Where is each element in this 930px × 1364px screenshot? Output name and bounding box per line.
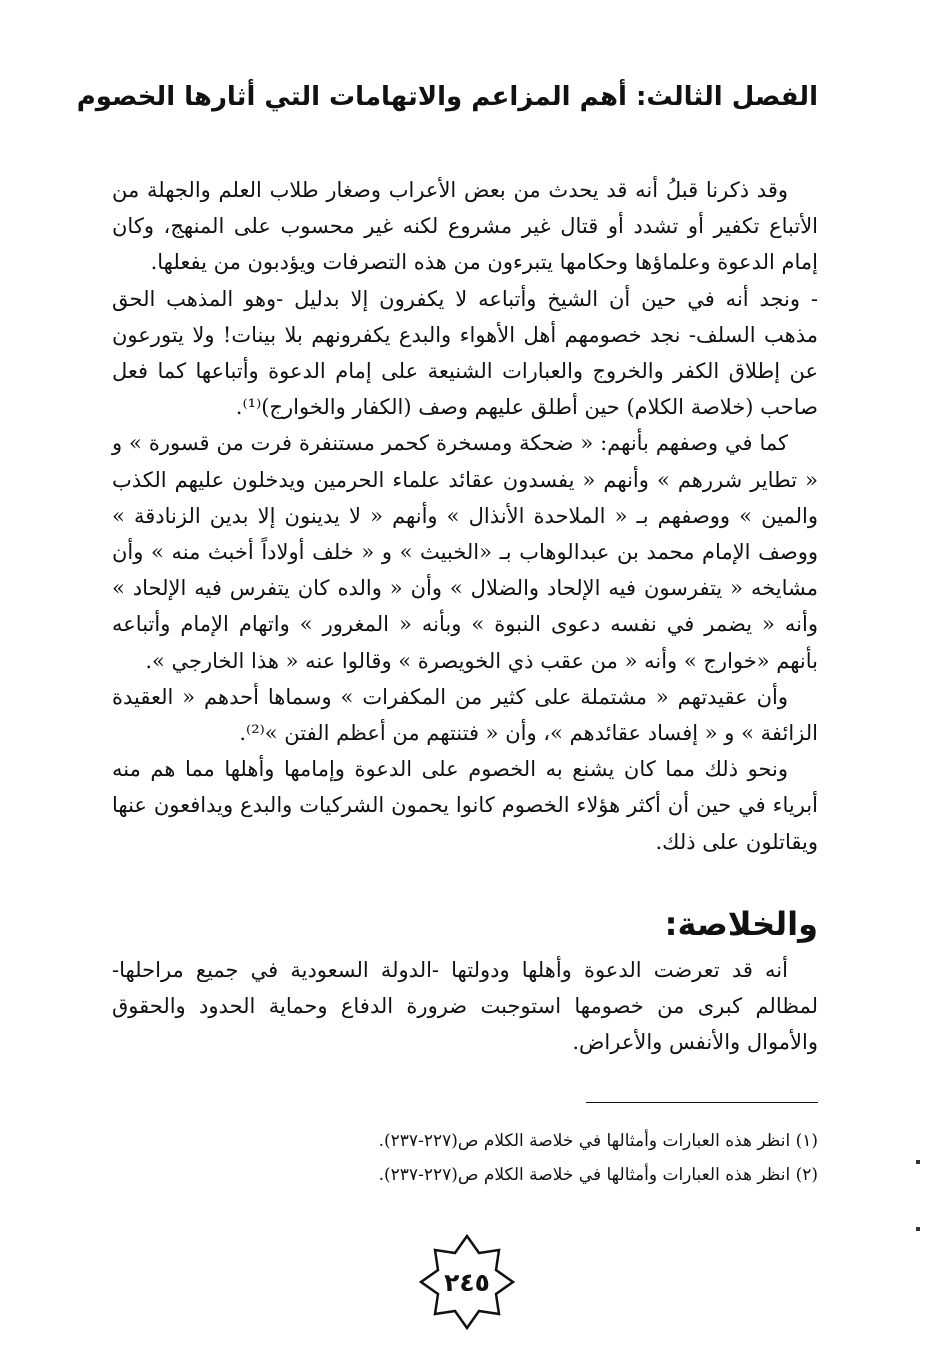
paragraph-3: كما في وصفهم بأنهم: « ضحكة ومسخرة كحمر مستنفرة فرت من قسورة » و « تطاير شررهم » وأنهم « يفسدون عقائد علماء الحرمين ويدخلون عليهم الكذب والمين » ووصفهم بـ « الملاحدة الأنذال » وأنهم « لا يدينون إلا بدين الزنادقة » ووصف الإمام محمد بن عبدالوهاب بـ «الخبيث » و « خلف أولاداً أخبث منه » وأن مشايخه « يتفرسون فيه الإلحاد والضلال » وأن « والده كان يتفرس فيه الإلحاد » وأنه « يضمر في نفسه دعوى النبوة » وبأنه « المغرور » واتهام الإمام وأتباعه بأنهم «خوارج » وأنه « من عقب ذي الخويصرة » وقالوا عنه « هذا الخارجي ». xyxy=(112,431,818,673)
summary-paragraph xyxy=(112,952,818,1060)
paragraph-2: - ونجد أنه في حين أن الشيخ وأتباعه لا يكفرون إلا بدليل -وهو المذهب الحق مذهب السلف- نجد خصومهم أهل الأهواء والبدع يكفرونهم بلا بينات! ولا يتورعون عن إطلاق الكفر والخروج والعبارات الشنيعة على إمام الدعوة وأتباعها كما فعل صاحب (خلاصة الكلام) حين أطلق عليهم وصف (الكفار والخوارج)⁽¹⁾. xyxy=(112,286,818,420)
paragraph-1: وقد ذكرنا قبلُ أنه قد يحدث من بعض الأعراب وصغار طلاب العلم والجهلة من الأتباع تكفير أو تشدد أو قتال غير مشروع لكنه غير محسوب على المنهج، وكان إمام الدعوة وعلماؤها وحكامها يتبرءون من هذه التصرفات ويؤدبون من يفعلها. xyxy=(112,178,818,275)
paragraph-4: وأن عقيدتهم « مشتملة على كثير من المكفرات » وسماها أحدهم « العقيدة الزائفة » و « إفساد عقائدهم »، وأن « فتنتهم من أعظم الفتن »⁽²⁾. xyxy=(112,684,818,746)
footnote-1: (١) انظر هذه العبارات وأمثالها في خلاصة الكلام ص(٢٢٧-٢٣٧). xyxy=(378,1131,818,1151)
paragraph-5: ونحو ذلك مما كان يشنع به الخصوم على الدعوة وإمامها وأهلها مما هم منه أبرياء في حين أن أكثر هؤلاء الخصوم كانوا يحمون الشركيات والبدع ويدافعون عنها ويقاتلون على ذلك. xyxy=(112,757,818,854)
footnote-separator xyxy=(586,1102,818,1103)
footnote-2: (٢) انظر هذه العبارات وأمثالها في خلاصة الكلام ص(٢٢٧-٢٣٧). xyxy=(378,1165,818,1185)
summary-heading: والخلاصة: xyxy=(664,905,818,943)
chapter-title: الفصل الثالث: أهم المزاعم والاتهامات التي أثارها الخصوم xyxy=(76,82,818,112)
summary-text: أنه قد تعرضت الدعوة وأهلها ودولتها -الدولة السعودية في جميع مراحلها- لمظالم كبرى من خصومها استوجبت ضرورة الدفاع وحماية الحدود والحقوق والأموال والأنفس والأعراض. xyxy=(112,958,818,1054)
running-header xyxy=(76,74,818,114)
scan-speck xyxy=(916,1160,920,1164)
footnotes xyxy=(112,1124,818,1192)
page-number-badge xyxy=(419,1234,515,1330)
scan-speck xyxy=(916,1227,920,1231)
main-text xyxy=(112,172,818,860)
page-number: ٢٤٥ xyxy=(444,1267,490,1297)
